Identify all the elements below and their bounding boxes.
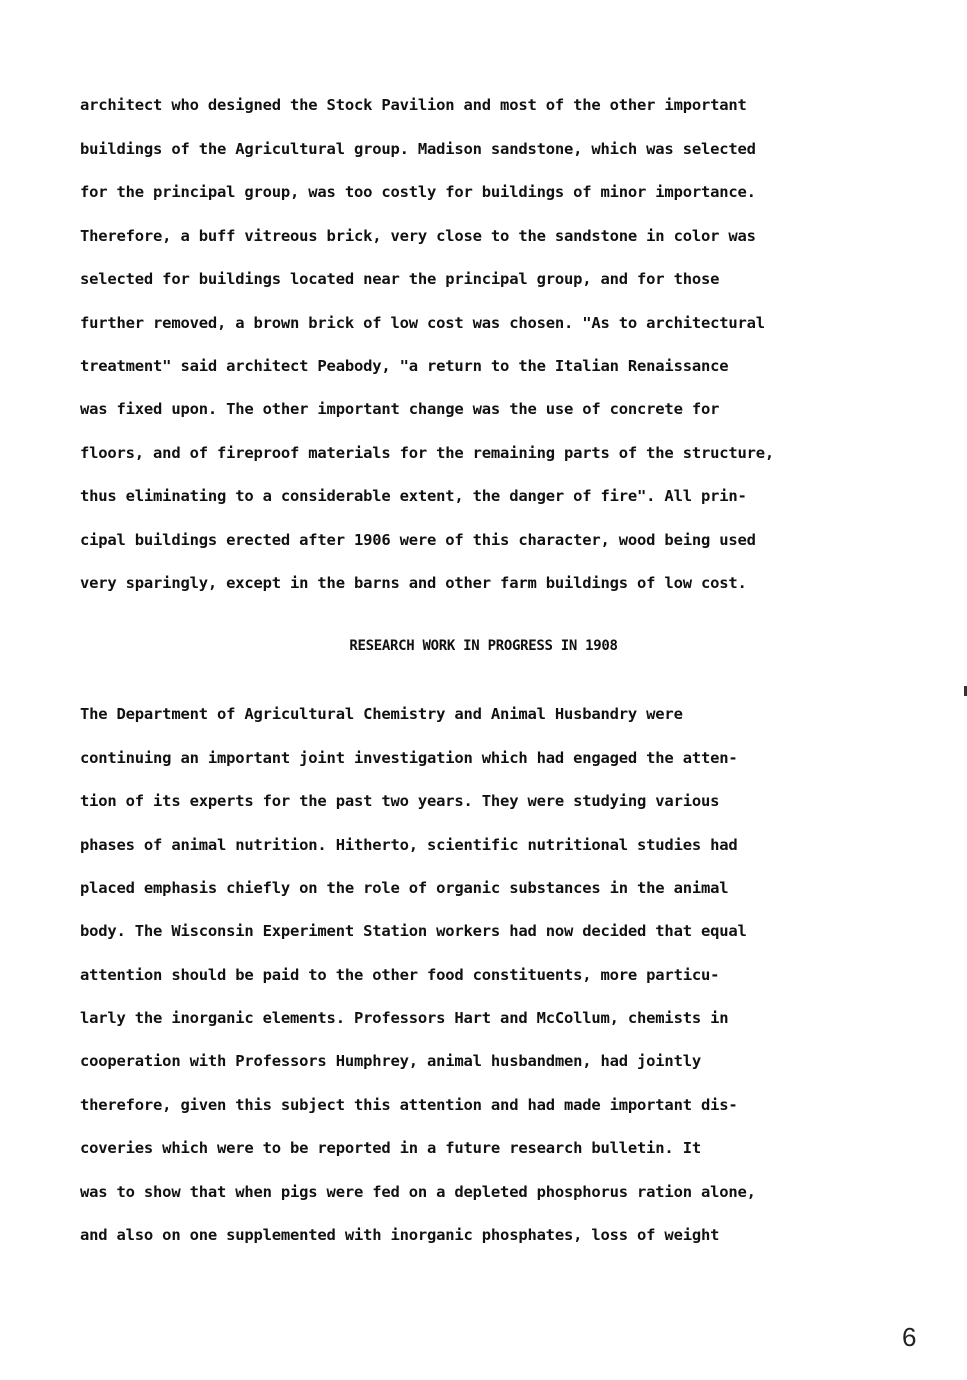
text-line: Therefore, a buff vitreous brick, very close to the sandstone in color was <box>80 227 756 245</box>
text-line: placed emphasis chiefly on the role of organic substances in the animal <box>80 879 729 897</box>
text-line: therefore, given this subject this attention and had made important dis- <box>80 1096 738 1114</box>
text-line: was fixed upon. The other important change was the use of concrete for <box>80 400 720 418</box>
text-line: tion of its experts for the past two years. They were studying various <box>80 792 720 810</box>
text-line: treatment" said architect Peabody, "a return to the Italian Renaissance <box>80 357 729 375</box>
text-line: continuing an important joint investigation which had engaged the atten- <box>80 749 738 767</box>
text-line: for the principal group, was too costly for buildings of minor importance. <box>80 183 756 201</box>
text-line: buildings of the Agricultural group. Madison sandstone, which was selected <box>80 140 756 158</box>
text-line: thus eliminating to a considerable extent, the danger of fire". All prin- <box>80 487 747 505</box>
text-line: very sparingly, except in the barns and other farm buildings of low cost. <box>80 574 747 592</box>
text-line: cooperation with Professors Humphrey, animal husbandmen, had jointly <box>80 1052 701 1070</box>
section-heading: RESEARCH WORK IN PROGRESS IN 1908 <box>349 638 618 654</box>
text-line: floors, and of fireproof materials for the remaining parts of the structure, <box>80 444 775 462</box>
text-line: larly the inorganic elements. Professors Hart and McCollum, chemists in <box>80 1009 729 1027</box>
text-line: further removed, a brown brick of low cost was chosen. "As to architectural <box>80 314 765 332</box>
text-line: selected for buildings located near the principal group, and for those <box>80 270 720 288</box>
text-line: was to show that when pigs were fed on a depleted phosphorus ration alone, <box>80 1183 756 1201</box>
text-line: and also on one supplemented with inorganic phosphates, loss of weight <box>80 1226 720 1244</box>
text-line: phases of animal nutrition. Hitherto, scientific nutritional studies had <box>80 836 738 854</box>
page-number: 6 <box>902 1322 917 1352</box>
text-line: coveries which were to be reported in a future research bulletin. It <box>80 1139 701 1157</box>
text-line: The Department of Agricultural Chemistry and Animal Husbandry were <box>80 705 683 723</box>
text-line: attention should be paid to the other food constituents, more particu- <box>80 966 720 984</box>
text-line: cipal buildings erected after 1906 were of this character, wood being used <box>80 531 756 549</box>
text-line: architect who designed the Stock Pavilion and most of the other important <box>80 96 747 114</box>
text-line: body. The Wisconsin Experiment Station workers had now decided that equal <box>80 922 747 940</box>
